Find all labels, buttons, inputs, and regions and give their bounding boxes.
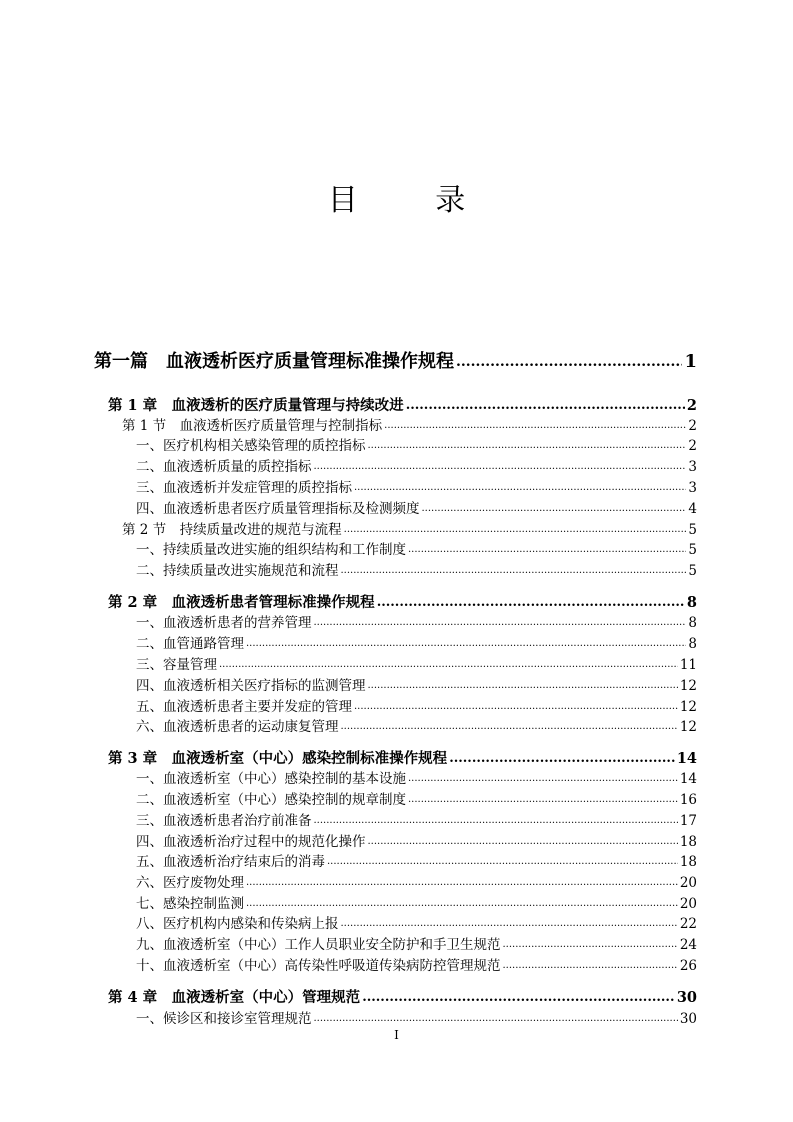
dot-leader — [354, 697, 678, 717]
toc-entry-page-number: 8 — [688, 636, 697, 652]
dot-leader — [219, 655, 678, 675]
toc-entry-label: 二、持续质量改进实施规范和流程 — [136, 563, 339, 579]
toc-entry-page-number: 5 — [688, 522, 697, 538]
toc-entry-label: 一、医疗机构相关感染管理的质控指标 — [136, 438, 366, 454]
toc-entry-label: 六、血液透析患者的运动康复管理 — [136, 719, 339, 735]
toc-entry-page-number: 12 — [679, 699, 697, 715]
dot-leader — [246, 873, 678, 893]
toc-entry-item[interactable] — [136, 697, 697, 717]
dot-leader — [314, 457, 687, 477]
toc-entry-label: 五、血液透析治疗结束后的消毒 — [136, 854, 325, 870]
dot-leader — [341, 914, 678, 934]
toc-entry-page-number: 14 — [676, 750, 697, 767]
toc-entry-label: 一、候诊区和接诊室管理规范 — [136, 1011, 312, 1027]
toc-entry-item[interactable] — [136, 613, 697, 633]
toc-entry-item[interactable] — [136, 956, 697, 976]
toc-entry-page-number: 2 — [686, 397, 697, 414]
toc-entry-label: 第 4 章 血液透析室（中心）管理规范 — [108, 989, 361, 1006]
toc-entry-page-number: 22 — [679, 916, 697, 932]
toc-entry-page-number: 2 — [688, 438, 697, 454]
toc-entry-page-number: 1 — [684, 351, 697, 372]
toc-entry-label: 九、血液透析室（中心）工作人员职业安全防护和手卫生规范 — [136, 937, 501, 953]
toc-entry-page-number: 14 — [679, 771, 697, 787]
dot-leader — [384, 416, 686, 436]
toc-entry-label: 一、持续质量改进实施的组织结构和工作制度 — [136, 542, 406, 558]
toc-entry-item[interactable] — [136, 634, 697, 654]
toc-entry-page-number: 20 — [679, 896, 697, 912]
toc-entry-label: 第 1 节 血液透析医疗质量管理与控制指标 — [122, 418, 383, 434]
toc-entry-label: 四、血液透析治疗过程中的规范化操作 — [136, 834, 366, 850]
toc-entry-item[interactable] — [136, 457, 697, 477]
dot-leader — [341, 561, 687, 581]
toc-entry-label: 十、血液透析室（中心）高传染性呼吸道传染病防控管理规范 — [136, 958, 501, 974]
toc-entry-item[interactable] — [136, 540, 697, 560]
toc-entry-page-number: 8 — [686, 594, 697, 611]
toc-entry-label: 四、血液透析相关医疗指标的监测管理 — [136, 678, 366, 694]
toc-entry-page-number: 17 — [679, 813, 697, 829]
dot-leader — [362, 988, 675, 1008]
toc-entry-label: 三、血液透析患者治疗前准备 — [136, 813, 312, 829]
dot-leader — [368, 436, 687, 456]
toc-entry-label: 第 1 章 血液透析的医疗质量管理与持续改进 — [108, 397, 404, 414]
toc-entry-chapter[interactable] — [108, 988, 697, 1008]
toc-entry-label: 三、血液透析并发症管理的质控指标 — [136, 480, 352, 496]
toc-entry-page-number: 24 — [679, 937, 697, 953]
toc-entry-item[interactable] — [136, 676, 697, 696]
toc-entry-chapter[interactable] — [108, 396, 697, 416]
toc-entry-label: 二、血管通路管理 — [136, 636, 244, 652]
toc-entry-chapter[interactable] — [108, 749, 697, 769]
toc-entry-label: 一、血液透析患者的营养管理 — [136, 615, 312, 631]
toc-entry-page-number: 5 — [688, 542, 697, 558]
page-title: 目 录 — [327, 183, 500, 218]
dot-leader — [344, 520, 687, 540]
toc-entry-section[interactable] — [122, 520, 697, 540]
toc-entry-page-number: 18 — [679, 854, 697, 870]
dot-leader — [341, 717, 678, 737]
toc-entry-page-number: 30 — [679, 1011, 697, 1027]
toc-entry-item[interactable] — [136, 436, 697, 456]
toc-entry-item[interactable] — [136, 499, 697, 519]
toc-entry-page-number: 26 — [679, 958, 697, 974]
dot-leader — [406, 396, 685, 416]
dot-leader — [408, 540, 686, 560]
toc-entry-item[interactable] — [136, 935, 697, 955]
toc-entry-label: 第 2 章 血液透析患者管理标准操作规程 — [108, 594, 375, 611]
dot-leader — [503, 956, 678, 976]
toc-entry-chapter[interactable] — [108, 593, 697, 613]
toc-entry-item[interactable] — [136, 873, 697, 893]
toc-entry-item[interactable] — [136, 478, 697, 498]
toc-entry-item[interactable] — [136, 790, 697, 810]
dot-leader — [503, 935, 678, 955]
dot-leader — [408, 790, 678, 810]
dot-leader — [368, 832, 678, 852]
dot-leader — [449, 749, 675, 769]
toc-entry-section[interactable] — [122, 416, 697, 436]
toc-entry-page-number: 5 — [688, 563, 697, 579]
dot-leader — [368, 676, 678, 696]
toc-entry-page-number: 2 — [688, 418, 697, 434]
toc-entry-item[interactable] — [136, 832, 697, 852]
toc-entry-item[interactable] — [136, 852, 697, 872]
toc-entry-page-number: 30 — [676, 989, 697, 1006]
toc-entry-label: 八、医疗机构内感染和传染病上报 — [136, 916, 339, 932]
toc-entry-label: 三、容量管理 — [136, 657, 217, 673]
toc-entry-label: 五、血液透析患者主要并发症的管理 — [136, 699, 352, 715]
toc-entry-label: 七、感染控制监测 — [136, 896, 244, 912]
toc-entry-label: 第 3 章 血液透析室（中心）感染控制标准操作规程 — [108, 750, 448, 767]
toc-entry-item[interactable] — [136, 1009, 697, 1029]
toc-entry-item[interactable] — [136, 769, 697, 789]
toc-entry-item[interactable] — [136, 894, 697, 914]
dot-leader — [246, 894, 678, 914]
toc-entry-label: 二、血液透析质量的质控指标 — [136, 459, 312, 475]
toc-entry-page-number: 18 — [679, 834, 697, 850]
toc-entry-item[interactable] — [136, 655, 697, 675]
toc-entry-page-number: 8 — [688, 615, 697, 631]
toc-entry-label: 第一篇 血液透析医疗质量管理标准操作规程 — [94, 351, 454, 372]
toc-entry-label: 四、血液透析患者医疗质量管理指标及检测频度 — [136, 501, 420, 517]
toc-entry-label: 二、血液透析室（中心）感染控制的规章制度 — [136, 792, 406, 808]
toc-entry-page-number: 16 — [679, 792, 697, 808]
dot-leader — [422, 499, 687, 519]
toc-entry-item[interactable] — [136, 914, 697, 934]
dot-leader — [314, 811, 678, 831]
toc-entry-item[interactable] — [136, 561, 697, 581]
dot-leader — [377, 593, 685, 613]
dot-leader — [354, 478, 686, 498]
dot-leader — [456, 350, 682, 374]
toc-entry-label: 一、血液透析室（中心）感染控制的基本设施 — [136, 771, 406, 787]
toc-entry-label: 第 2 节 持续质量改进的规范与流程 — [122, 522, 342, 538]
page-number: I — [394, 1028, 399, 1042]
dot-leader — [314, 613, 687, 633]
toc-entry-page-number: 12 — [679, 719, 697, 735]
toc-entry-item[interactable] — [136, 717, 697, 737]
dot-leader — [246, 634, 686, 654]
toc-entry-page-number: 4 — [688, 501, 697, 517]
dot-leader — [327, 852, 678, 872]
toc-entry-part[interactable] — [94, 350, 697, 374]
dot-leader — [314, 1009, 678, 1029]
toc-entry-page-number: 3 — [688, 459, 697, 475]
toc-entry-page-number: 11 — [679, 657, 697, 673]
toc-entry-page-number: 3 — [688, 480, 697, 496]
toc-entry-page-number: 12 — [679, 678, 697, 694]
toc-entry-page-number: 20 — [679, 875, 697, 891]
toc-entry-label: 六、医疗废物处理 — [136, 875, 244, 891]
dot-leader — [408, 769, 678, 789]
toc-entry-item[interactable] — [136, 811, 697, 831]
